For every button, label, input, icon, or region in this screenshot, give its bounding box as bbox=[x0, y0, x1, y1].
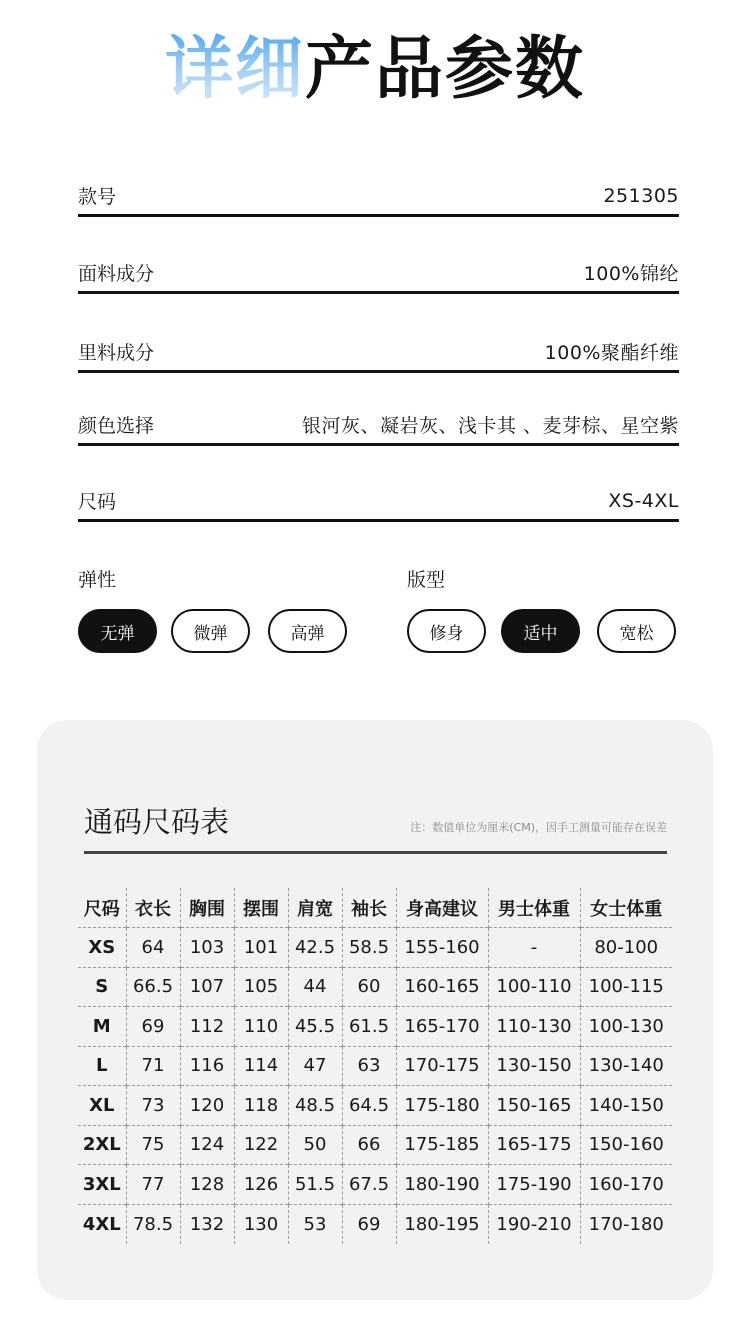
spec-value: 251305 bbox=[603, 184, 679, 207]
table-cell: 48.5 bbox=[288, 1086, 342, 1126]
table-cell: 53 bbox=[288, 1204, 342, 1244]
table-row bbox=[78, 1165, 672, 1205]
table-cell: 175-185 bbox=[396, 1125, 488, 1165]
spec-row-style-number bbox=[78, 177, 679, 217]
spec-value: 100%锦纶 bbox=[583, 263, 679, 285]
spec-value: XS-4XL bbox=[608, 489, 679, 512]
table-cell: 116 bbox=[180, 1046, 234, 1086]
title-rest: 产品参数 bbox=[305, 30, 586, 109]
table-header-cell: 袖长 bbox=[342, 888, 396, 928]
size-cell: 4XL bbox=[78, 1204, 126, 1244]
table-cell: 160-165 bbox=[396, 967, 488, 1007]
table-cell: 170-175 bbox=[396, 1046, 488, 1086]
table-cell: 105 bbox=[234, 967, 288, 1007]
table-cell: 128 bbox=[180, 1165, 234, 1205]
spec-value: 银河灰、凝岩灰、浅卡其 、麦芽棕、星空紫 bbox=[301, 415, 679, 437]
table-cell: 180-190 bbox=[396, 1165, 488, 1205]
table-cell: 165-170 bbox=[396, 1007, 488, 1047]
table-cell: 118 bbox=[234, 1086, 288, 1126]
table-cell: 66 bbox=[342, 1125, 396, 1165]
table-cell: 124 bbox=[180, 1125, 234, 1165]
size-cell: M bbox=[78, 1007, 126, 1047]
table-cell: 100-110 bbox=[488, 967, 580, 1007]
fit-option-regular[interactable]: 适中 bbox=[501, 609, 580, 653]
elasticity-option-high[interactable]: 高弹 bbox=[268, 609, 347, 653]
table-row bbox=[78, 1125, 672, 1165]
table-cell: 110-130 bbox=[488, 1007, 580, 1047]
table-header-cell: 女士体重 bbox=[580, 888, 672, 928]
table-cell: 120 bbox=[180, 1086, 234, 1126]
size-cell: XL bbox=[78, 1086, 126, 1126]
table-cell: 73 bbox=[126, 1086, 180, 1126]
spec-label: 颜色选择 bbox=[78, 415, 155, 437]
size-cell: L bbox=[78, 1046, 126, 1086]
table-cell: 110 bbox=[234, 1007, 288, 1047]
table-cell: 107 bbox=[180, 967, 234, 1007]
size-chart-divider bbox=[84, 851, 667, 854]
table-cell: 190-210 bbox=[488, 1204, 580, 1244]
size-cell: XS bbox=[78, 928, 126, 968]
spec-label: 里料成分 bbox=[78, 342, 155, 364]
table-cell: 132 bbox=[180, 1204, 234, 1244]
title-accent: 详细 bbox=[164, 30, 305, 109]
fit-label: 版型 bbox=[407, 569, 446, 591]
table-cell: 165-175 bbox=[488, 1125, 580, 1165]
table-cell: 140-150 bbox=[580, 1086, 672, 1126]
size-cell: 2XL bbox=[78, 1125, 126, 1165]
table-header-cell: 尺码 bbox=[83, 898, 120, 920]
table-cell: 101 bbox=[234, 928, 288, 968]
size-cell: 3XL bbox=[78, 1165, 126, 1205]
table-cell: 114 bbox=[234, 1046, 288, 1086]
spec-label: 面料成分 bbox=[78, 263, 155, 285]
table-header-cell: 胸围 bbox=[180, 888, 234, 928]
table-cell: 130-150 bbox=[488, 1046, 580, 1086]
table-cell: 78.5 bbox=[126, 1204, 180, 1244]
table-header-cell: 男士体重 bbox=[488, 888, 580, 928]
size-table bbox=[78, 888, 672, 1244]
table-cell: 175-180 bbox=[396, 1086, 488, 1126]
table-cell: 126 bbox=[234, 1165, 288, 1205]
table-cell: 130-140 bbox=[580, 1046, 672, 1086]
table-row bbox=[78, 1007, 672, 1047]
table-cell: 100-130 bbox=[580, 1007, 672, 1047]
table-cell: 45.5 bbox=[288, 1007, 342, 1047]
spec-row-colors bbox=[78, 406, 679, 446]
table-cell: 130 bbox=[234, 1204, 288, 1244]
table-cell: 51.5 bbox=[288, 1165, 342, 1205]
fit-option-slim[interactable]: 修身 bbox=[407, 609, 486, 653]
size-chart-note: 注：数值单位为厘米(CM)，因手工测量可能存在误差 bbox=[410, 821, 667, 834]
table-cell: - bbox=[488, 928, 580, 968]
table-header-cell: 衣长 bbox=[126, 888, 180, 928]
table-cell: 60 bbox=[342, 967, 396, 1007]
table-row bbox=[78, 1086, 672, 1126]
table-cell: 122 bbox=[234, 1125, 288, 1165]
table-cell: 150-160 bbox=[580, 1125, 672, 1165]
elasticity-label: 弹性 bbox=[78, 569, 117, 591]
spec-label: 款号 bbox=[78, 186, 117, 208]
elasticity-option-slight[interactable]: 微弹 bbox=[171, 609, 250, 653]
table-cell: 170-180 bbox=[580, 1204, 672, 1244]
table-cell: 63 bbox=[342, 1046, 396, 1086]
table-cell: 69 bbox=[126, 1007, 180, 1047]
table-cell: 180-195 bbox=[396, 1204, 488, 1244]
table-cell: 175-190 bbox=[488, 1165, 580, 1205]
table-cell: 42.5 bbox=[288, 928, 342, 968]
table-header-cell: 肩宽 bbox=[288, 888, 342, 928]
table-cell: 150-165 bbox=[488, 1086, 580, 1126]
spec-value: 100%聚酯纤维 bbox=[544, 342, 679, 364]
table-cell: 103 bbox=[180, 928, 234, 968]
elasticity-option-none[interactable]: 无弹 bbox=[78, 609, 157, 653]
table-row bbox=[78, 928, 672, 968]
table-row bbox=[78, 1204, 672, 1244]
size-chart-title: 通码尺码表 bbox=[84, 805, 230, 839]
table-row bbox=[78, 1046, 672, 1086]
table-cell: 155-160 bbox=[396, 928, 488, 968]
table-cell: 80-100 bbox=[580, 928, 672, 968]
table-cell: 100-115 bbox=[580, 967, 672, 1007]
table-cell: 67.5 bbox=[342, 1165, 396, 1205]
table-cell: 69 bbox=[342, 1204, 396, 1244]
spec-row-sizes bbox=[78, 482, 679, 522]
table-cell: 64.5 bbox=[342, 1086, 396, 1126]
table-cell: 47 bbox=[288, 1046, 342, 1086]
table-cell: 66.5 bbox=[126, 967, 180, 1007]
table-cell: 112 bbox=[180, 1007, 234, 1047]
spec-row-fabric bbox=[78, 254, 679, 294]
spec-row-lining bbox=[78, 333, 679, 373]
table-cell: 160-170 bbox=[580, 1165, 672, 1205]
table-cell: 50 bbox=[288, 1125, 342, 1165]
table-cell: 44 bbox=[288, 967, 342, 1007]
table-header-cell: 身高建议 bbox=[396, 888, 488, 928]
table-cell: 75 bbox=[126, 1125, 180, 1165]
table-cell: 71 bbox=[126, 1046, 180, 1086]
table-cell: 58.5 bbox=[342, 928, 396, 968]
page-title bbox=[0, 30, 750, 110]
table-header-cell: 摆围 bbox=[234, 888, 288, 928]
table-row bbox=[78, 967, 672, 1007]
fit-option-loose[interactable]: 宽松 bbox=[597, 609, 676, 653]
table-header-row bbox=[78, 888, 672, 928]
table-cell: 64 bbox=[126, 928, 180, 968]
spec-label: 尺码 bbox=[78, 491, 117, 513]
table-cell: 61.5 bbox=[342, 1007, 396, 1047]
size-cell: S bbox=[78, 967, 126, 1007]
table-cell: 77 bbox=[126, 1165, 180, 1205]
